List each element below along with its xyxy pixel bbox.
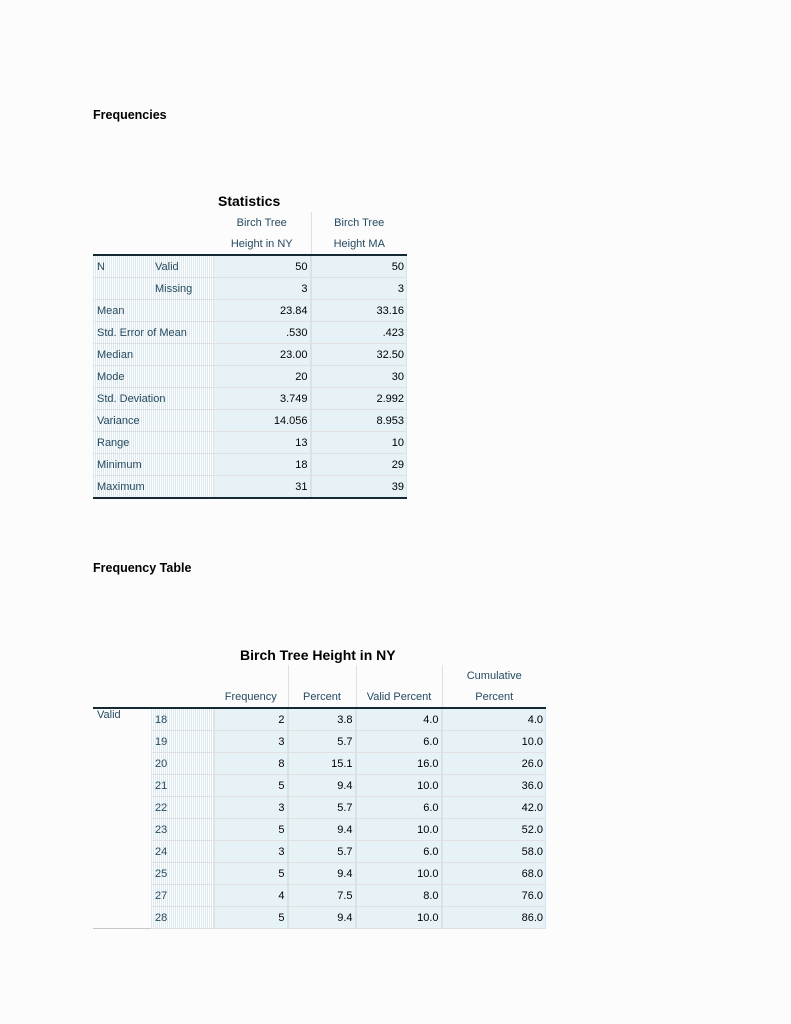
frequency-cell: 4 bbox=[214, 885, 288, 907]
stat-value-ny: 50 bbox=[213, 255, 311, 278]
valid-percent-cell: 6.0 bbox=[356, 797, 442, 819]
row-label: Minimum bbox=[93, 454, 213, 476]
stat-value-ma: 39 bbox=[311, 476, 407, 499]
table-row bbox=[93, 907, 546, 929]
percent-cell: 5.7 bbox=[288, 797, 356, 819]
percent-cell: 9.4 bbox=[288, 907, 356, 929]
stat-value-ma: 33.16 bbox=[311, 300, 407, 322]
value-label: 20 bbox=[151, 753, 214, 775]
stat-value-ma: 32.50 bbox=[311, 344, 407, 366]
row-label: Mean bbox=[93, 300, 213, 322]
valid-percent-cell: 16.0 bbox=[356, 753, 442, 775]
value-label: 23 bbox=[151, 819, 214, 841]
percent-cell: 9.4 bbox=[288, 775, 356, 797]
table-row bbox=[93, 841, 546, 863]
stat-value-ma: 2.992 bbox=[311, 388, 407, 410]
cumulative-percent-cell: 76.0 bbox=[442, 885, 546, 907]
row-sublabel: Valid bbox=[151, 255, 213, 278]
value-label: 18 bbox=[151, 708, 214, 731]
frequency-cell: 5 bbox=[214, 775, 288, 797]
frequency-table-heading: Frequency Table bbox=[93, 561, 192, 575]
row-label: Mode bbox=[93, 366, 213, 388]
stat-value-ma: .423 bbox=[311, 322, 407, 344]
frequency-cell: 2 bbox=[214, 708, 288, 731]
group-label: Valid bbox=[93, 708, 151, 731]
col-header-ma-line1: Birch Tree bbox=[311, 212, 407, 233]
frequency-table bbox=[93, 665, 546, 929]
stat-value-ny: 31 bbox=[213, 476, 311, 499]
percent-cell: 5.7 bbox=[288, 731, 356, 753]
frequency-cell: 3 bbox=[214, 731, 288, 753]
stat-value-ny: 3.749 bbox=[213, 388, 311, 410]
percent-cell: 5.7 bbox=[288, 841, 356, 863]
row-label: N bbox=[93, 255, 151, 278]
table-row bbox=[93, 388, 407, 410]
row-label: Median bbox=[93, 344, 213, 366]
value-label: 22 bbox=[151, 797, 214, 819]
col-header-frequency: Frequency bbox=[214, 686, 288, 708]
stat-value-ny: 23.00 bbox=[213, 344, 311, 366]
value-label: 27 bbox=[151, 885, 214, 907]
stat-value-ny: .530 bbox=[213, 322, 311, 344]
table-row bbox=[93, 863, 546, 885]
value-label: 24 bbox=[151, 841, 214, 863]
frequency-cell: 5 bbox=[214, 863, 288, 885]
cumulative-percent-cell: 42.0 bbox=[442, 797, 546, 819]
table-row bbox=[93, 775, 546, 797]
percent-cell: 7.5 bbox=[288, 885, 356, 907]
stat-value-ny: 14.056 bbox=[213, 410, 311, 432]
stat-value-ma: 50 bbox=[311, 255, 407, 278]
row-label: Variance bbox=[93, 410, 213, 432]
stat-value-ma: 30 bbox=[311, 366, 407, 388]
cumulative-percent-cell: 10.0 bbox=[442, 731, 546, 753]
col-header-cumulative-top: Cumulative bbox=[442, 665, 546, 686]
table-row bbox=[93, 410, 407, 432]
stat-value-ny: 18 bbox=[213, 454, 311, 476]
table-row bbox=[93, 885, 546, 907]
valid-percent-cell: 10.0 bbox=[356, 819, 442, 841]
valid-percent-cell: 10.0 bbox=[356, 907, 442, 929]
value-label: 25 bbox=[151, 863, 214, 885]
col-header-ny-line1: Birch Tree bbox=[236, 216, 287, 229]
valid-percent-cell: 10.0 bbox=[356, 863, 442, 885]
col-header-ma-line2: Height MA bbox=[311, 233, 407, 255]
valid-percent-cell: 4.0 bbox=[356, 708, 442, 731]
stat-value-ma: 3 bbox=[311, 278, 407, 300]
table-row bbox=[93, 300, 407, 322]
table-row bbox=[93, 322, 407, 344]
table-row bbox=[93, 753, 546, 775]
cumulative-percent-cell: 26.0 bbox=[442, 753, 546, 775]
cumulative-percent-cell: 86.0 bbox=[442, 907, 546, 929]
percent-cell: 9.4 bbox=[288, 819, 356, 841]
table-row bbox=[93, 278, 407, 300]
stat-value-ma: 29 bbox=[311, 454, 407, 476]
table-row bbox=[93, 255, 407, 278]
row-label: Range bbox=[93, 432, 213, 454]
row-label: Std. Error of Mean bbox=[93, 322, 213, 344]
stat-value-ny: 3 bbox=[213, 278, 311, 300]
valid-percent-cell: 6.0 bbox=[356, 841, 442, 863]
percent-cell: 3.8 bbox=[288, 708, 356, 731]
statistics-title: Statistics bbox=[218, 193, 281, 209]
table-row bbox=[93, 454, 407, 476]
frequencies-heading: Frequencies bbox=[93, 108, 167, 122]
col-header-percent: Percent bbox=[288, 686, 356, 708]
cumulative-percent-cell: 68.0 bbox=[442, 863, 546, 885]
table-row bbox=[93, 432, 407, 454]
cumulative-percent-cell: 58.0 bbox=[442, 841, 546, 863]
table-row bbox=[93, 476, 407, 499]
row-label bbox=[93, 278, 151, 300]
stat-value-ny: 23.84 bbox=[213, 300, 311, 322]
valid-percent-cell: 6.0 bbox=[356, 731, 442, 753]
row-label: Std. Deviation bbox=[93, 388, 213, 410]
cumulative-percent-cell: 52.0 bbox=[442, 819, 546, 841]
percent-cell: 15.1 bbox=[288, 753, 356, 775]
table-row bbox=[93, 819, 546, 841]
frequency-cell: 5 bbox=[214, 907, 288, 929]
frequency-cell: 3 bbox=[214, 841, 288, 863]
value-label: 28 bbox=[151, 907, 214, 929]
stat-value-ny: 20 bbox=[213, 366, 311, 388]
col-header-valid-percent: Valid Percent bbox=[356, 686, 442, 708]
table-row bbox=[93, 344, 407, 366]
value-label: 21 bbox=[151, 775, 214, 797]
row-label: Maximum bbox=[93, 476, 213, 499]
valid-percent-cell: 10.0 bbox=[356, 775, 442, 797]
stat-value-ma: 10 bbox=[311, 432, 407, 454]
stat-value-ma: 8.953 bbox=[311, 410, 407, 432]
table-row bbox=[93, 366, 407, 388]
stat-value-ny: 13 bbox=[213, 432, 311, 454]
row-sublabel: Missing bbox=[151, 278, 213, 300]
statistics-table bbox=[93, 212, 407, 499]
cumulative-percent-cell: 4.0 bbox=[442, 708, 546, 731]
col-header-ny-line2: Height in NY bbox=[213, 233, 311, 255]
valid-percent-cell: 8.0 bbox=[356, 885, 442, 907]
frequency-cell: 3 bbox=[214, 797, 288, 819]
frequency-cell: 8 bbox=[214, 753, 288, 775]
col-header-cumulative-percent: Percent bbox=[442, 686, 546, 708]
table-row bbox=[93, 731, 546, 753]
table-row bbox=[93, 797, 546, 819]
freq-table-title: Birch Tree Height in NY bbox=[240, 647, 396, 663]
table-row bbox=[93, 708, 546, 731]
frequency-cell: 5 bbox=[214, 819, 288, 841]
value-label: 19 bbox=[151, 731, 214, 753]
percent-cell: 9.4 bbox=[288, 863, 356, 885]
cumulative-percent-cell: 36.0 bbox=[442, 775, 546, 797]
